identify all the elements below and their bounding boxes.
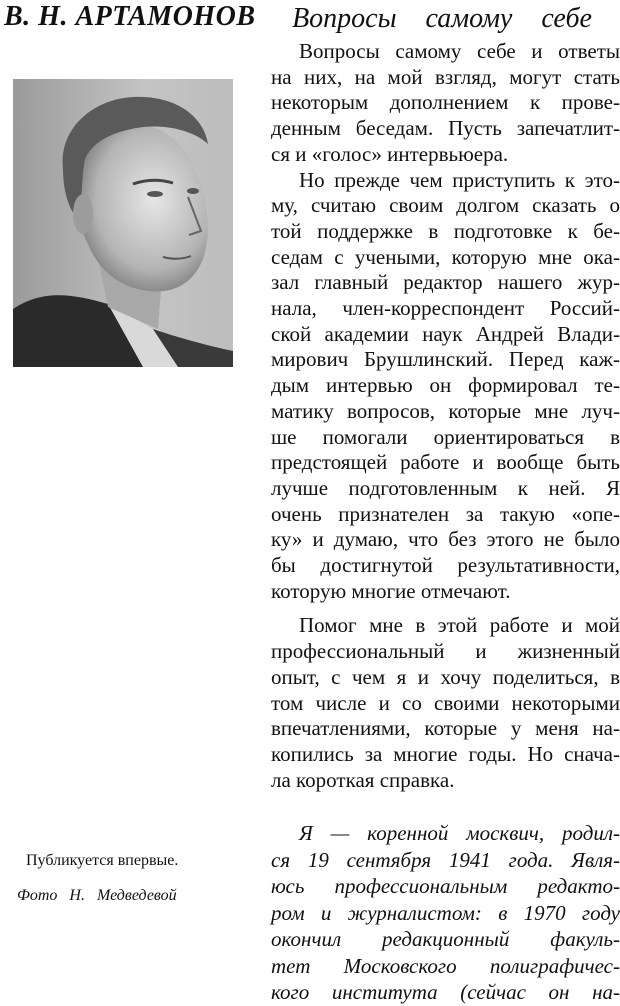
text-line: впечатлениями, которые у меня на-	[271, 716, 620, 741]
text-line: некоторым дополнением к прове-	[271, 90, 620, 115]
text-line: копились за многие годы. Но снача-	[271, 741, 620, 766]
text-line: денным беседам. Пусть запечатлит-	[271, 116, 620, 141]
text-line: мирович Брушлинский. Перед каж-	[271, 347, 620, 372]
text-line: бы достигнутой результативности,	[271, 553, 620, 578]
text-line: профессиональный и жизненный	[271, 639, 620, 664]
photo-credit: Фото Н. Медведевой	[17, 887, 177, 904]
text-line: Вопросы самому себе и ответы	[299, 39, 620, 63]
text-line: Я — коренной москвич, родил-	[299, 821, 620, 846]
text-line: ской академии наук Андрей Влади-	[271, 321, 620, 346]
text-line: той поддержке в подготовке к бе-	[271, 218, 620, 243]
text-line: предстоящей работе и вообще быть	[271, 450, 620, 475]
text-line: дым интервью он формировал те-	[271, 373, 620, 398]
text-line: нала, член-корреспондент Россий-	[271, 296, 620, 321]
paragraph-3	[271, 613, 620, 793]
paragraph-1	[271, 39, 620, 168]
text-line: Помог мне в этой работе и мой	[299, 613, 620, 638]
text-line: му, считаю своим долгом сказать о	[271, 193, 620, 218]
text-line: очень признателен за такую «опе-	[271, 501, 620, 526]
paragraph-4-biography	[271, 820, 620, 1006]
author-name: В. Н. АРТАМОНОВ	[4, 1, 256, 32]
text-line: седам с учеными, которую мне ока-	[271, 244, 620, 269]
text-line: кого института (сейчас он на-	[271, 980, 620, 1005]
text-line: юсь профессиональным редакто-	[271, 874, 620, 899]
text-line: окончил редакционный факуль-	[271, 927, 620, 952]
text-line: Но прежде чем приступить к это-	[299, 167, 620, 192]
text-line: ся 19 сентября 1941 года. Явля-	[271, 847, 620, 872]
text-line: том числе и со своими некоторыми	[271, 690, 620, 715]
article-body	[271, 39, 620, 1006]
paragraph-2	[271, 168, 620, 605]
text-line: которую многие отмечают.	[271, 578, 511, 603]
text-line: тет Московского полиграфичес-	[271, 953, 620, 978]
text-line: лучше подготовленным к ней. Я	[271, 475, 620, 500]
text-line: опыт, с чем я и хочу поделиться, в	[271, 664, 620, 689]
text-line: зал главный редактор нашего жур-	[271, 270, 620, 295]
publication-note: Публикуется впервые.	[26, 852, 179, 869]
text-line: на них, на мой взгляд, могут стать	[271, 64, 620, 89]
text-line: ку» и думаю, что без этого не было	[271, 527, 620, 552]
article-title: Вопросы самому себе	[292, 3, 592, 34]
text-line: матику вопросов, которые мне луч-	[271, 398, 620, 423]
text-line: ся и «голос» интервьюера.	[271, 141, 509, 166]
text-line: ла короткая справка.	[271, 767, 455, 792]
text-line: ром и журналистом: в 1970 году	[271, 900, 620, 925]
author-portrait-photo	[13, 79, 233, 367]
text-line: ше помогали ориентироваться в	[271, 424, 620, 449]
